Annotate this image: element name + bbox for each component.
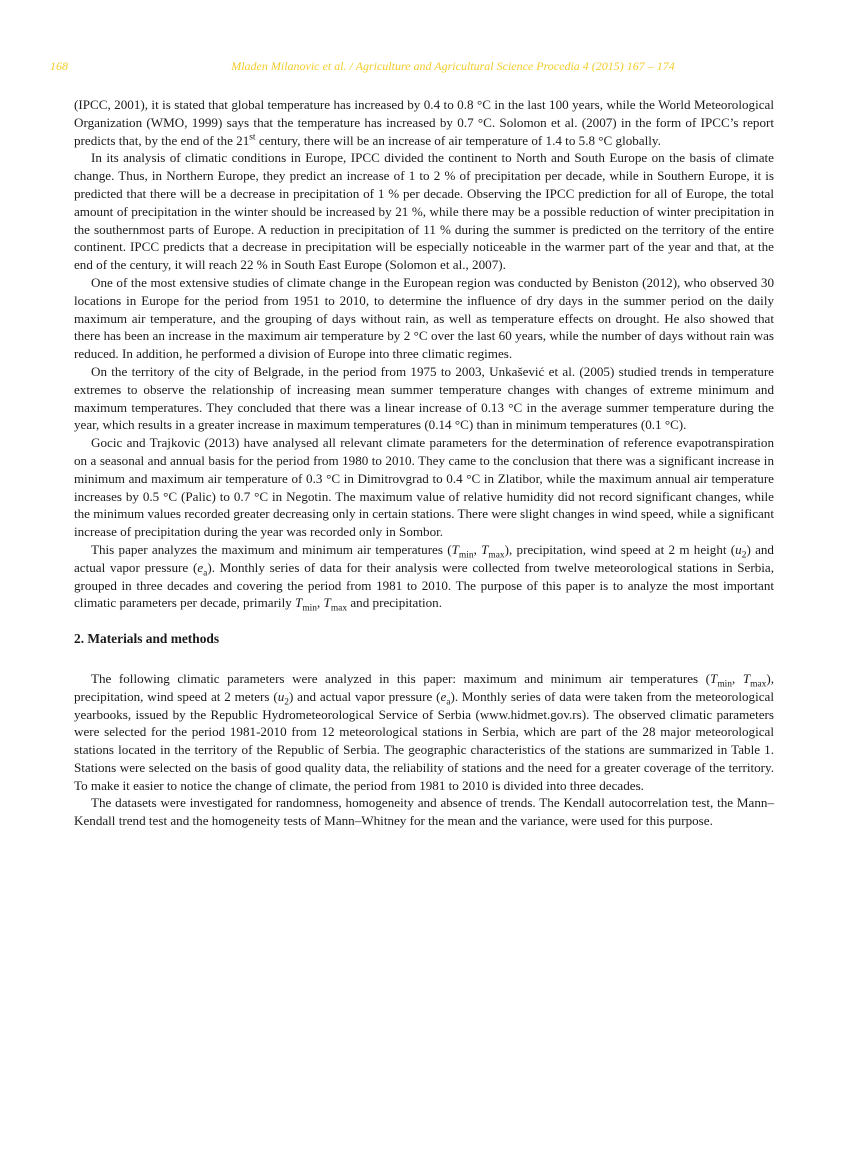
paragraph-1: (IPCC, 2001), it is stated that global temperature has increased by 0.4 to 0.8 °C in the last 100 years, while the World Meteorological Organization (WMO, 1999) says that the temperature has increased by 0.7 °C. Solomon et al. (2007) in the form of IPCC’s report predicts that, by the end of the 21st century, there will be an increase of air temperature of 1.4 to 5.8 °C globally. bbox=[74, 97, 774, 148]
page-number: 168 bbox=[50, 59, 68, 73]
running-header bbox=[50, 59, 796, 75]
paragraph-3: One of the most extensive studies of climate change in the European region was conducted by Beniston (2012), who observed 30 locations in Europe for the period from 1951 to 2010, to determine the influence of dry days in the summer period on the daily maximum air temperature, and the grouping of days without rain, as well as temperature effects on drought. He also showed that there has been an increase in the maximum air temperature by 2 °C over the last 60 years, while the number of days without rain was reduced. In addition, he performed a division of Europe into three climatic regimes. bbox=[74, 274, 774, 362]
section-heading: 2. Materials and methods bbox=[74, 631, 220, 647]
journal-citation: Mladen Milanovic et al. / Agriculture and Agricultural Science Procedia 4 (2015) 167 – 174 bbox=[231, 59, 675, 73]
article-body bbox=[74, 96, 774, 830]
paragraph-6: This paper analyzes the maximum and minimum air temperatures ($T_{min}$, $T_{max}$), precipitation, wind speed at 2 m height $(u_2)$ and actual vapor pressure $(e_a)$. Monthly series of data for their analysis were collected from twelve meteorological stations in Serbia, grouped in three decades and covering the period from 1981 to 2010. The purpose of this paper is to analyze the most important climatic parameters per decade, primarily $T_{min}$, $T_{max}$ and precipitation. bbox=[74, 541, 775, 614]
paragraph-5: Gocic and Trajkovic (2013) have analysed all relevant climate parameters for the determination of reference evapotranspiration on a seasonal and annual basis for the period from 1980 to 2010. They came to the conclusion that there was a significant increase in minimum and maximum air temperature of 0.3 °C in Dimitrovgrad to 0.4 °C in Zlatibor, while the maximum annual air temperature increases by 0.5 °C (Palic) to 0.7 °C in Negotin. The maximum value of relative humidity did not record significant changes, while the minimum values recorded greater decreasing only in certain stations. There were slight changes in wind speed, while a significant increase of precipitation during the year was recorded only in Sombor. bbox=[74, 435, 774, 540]
paragraph-2: In its analysis of climatic conditions in Europe, IPCC divided the continent to North and South Europe on the basis of climate change. Thus, in Northern Europe, they predict an increase of 1 to 2 % of precipitation per decade, while in Southern Europe, it is predicted that there will be a decrease in precipitation of 1 % per decade. Observing the IPCC prediction for all of Europe, the total amount of precipitation in the winter should be increased by 21 %, while there may be a possible reduction of winter precipitation in the southernmost parts of Europe. A reduction in precipitation of 11 % during the summer is predicted on the territory of the entire continent. IPCC predicts that a decrease in precipitation will be especially noticeable in the warmer part of the year and that, at the end of the century, it will reach 22 % in South East Europe (Solomon et al., 2007). bbox=[74, 150, 774, 273]
paragraph-8: The datasets were investigated for randomness, homogeneity and absence of trends. The Kendall autocorrelation test, the Mann–Kendall trend test and the homogeneity tests of Mann–Whitney for the mean and the variance, were used for this purpose. bbox=[74, 795, 774, 829]
paragraph-7: The following climatic parameters were analyzed in this paper: maximum and minimum air temperatures ($T_{min}$, $T_{max}$), precipitation, wind speed at 2 meters $(u_2)$ and actual vapor pressure $(e_a)$. Monthly series of data were taken from the meteorological yearbooks, issued by the Republic Hydrometeorological Service of Serbia (www.hidmet.gov.rs). The observed climatic parameters were selected for the period 1981-2010 from 12 meteorological stations in Serbia, which are part of the 28 major meteorological stations located in the territory of the Republic of Serbia. The geographic characteristics of the stations are summarized in Table 1. Stations were selected on the basis of good quality data, the reliability of stations and the need for a greater coverage of the territory. To make it easier to notice the change of climate, the period from 1981 to 2010 is divided into three decades. bbox=[74, 670, 775, 793]
paragraph-4: On the territory of the city of Belgrade, in the period from 1975 to 2003, Unkašević et al. (2005) studied trends in temperature extremes to observe the relationship of increasing mean summer temperature changes with changes of extreme minimum and maximum temperatures. They concluded that there was a linear increase of 0.13 °C in the average summer temperature during the year, which results in a greater increase in maximum temperatures (0.14 °C) than in minimum temperatures (0.1 °C). bbox=[74, 363, 774, 433]
